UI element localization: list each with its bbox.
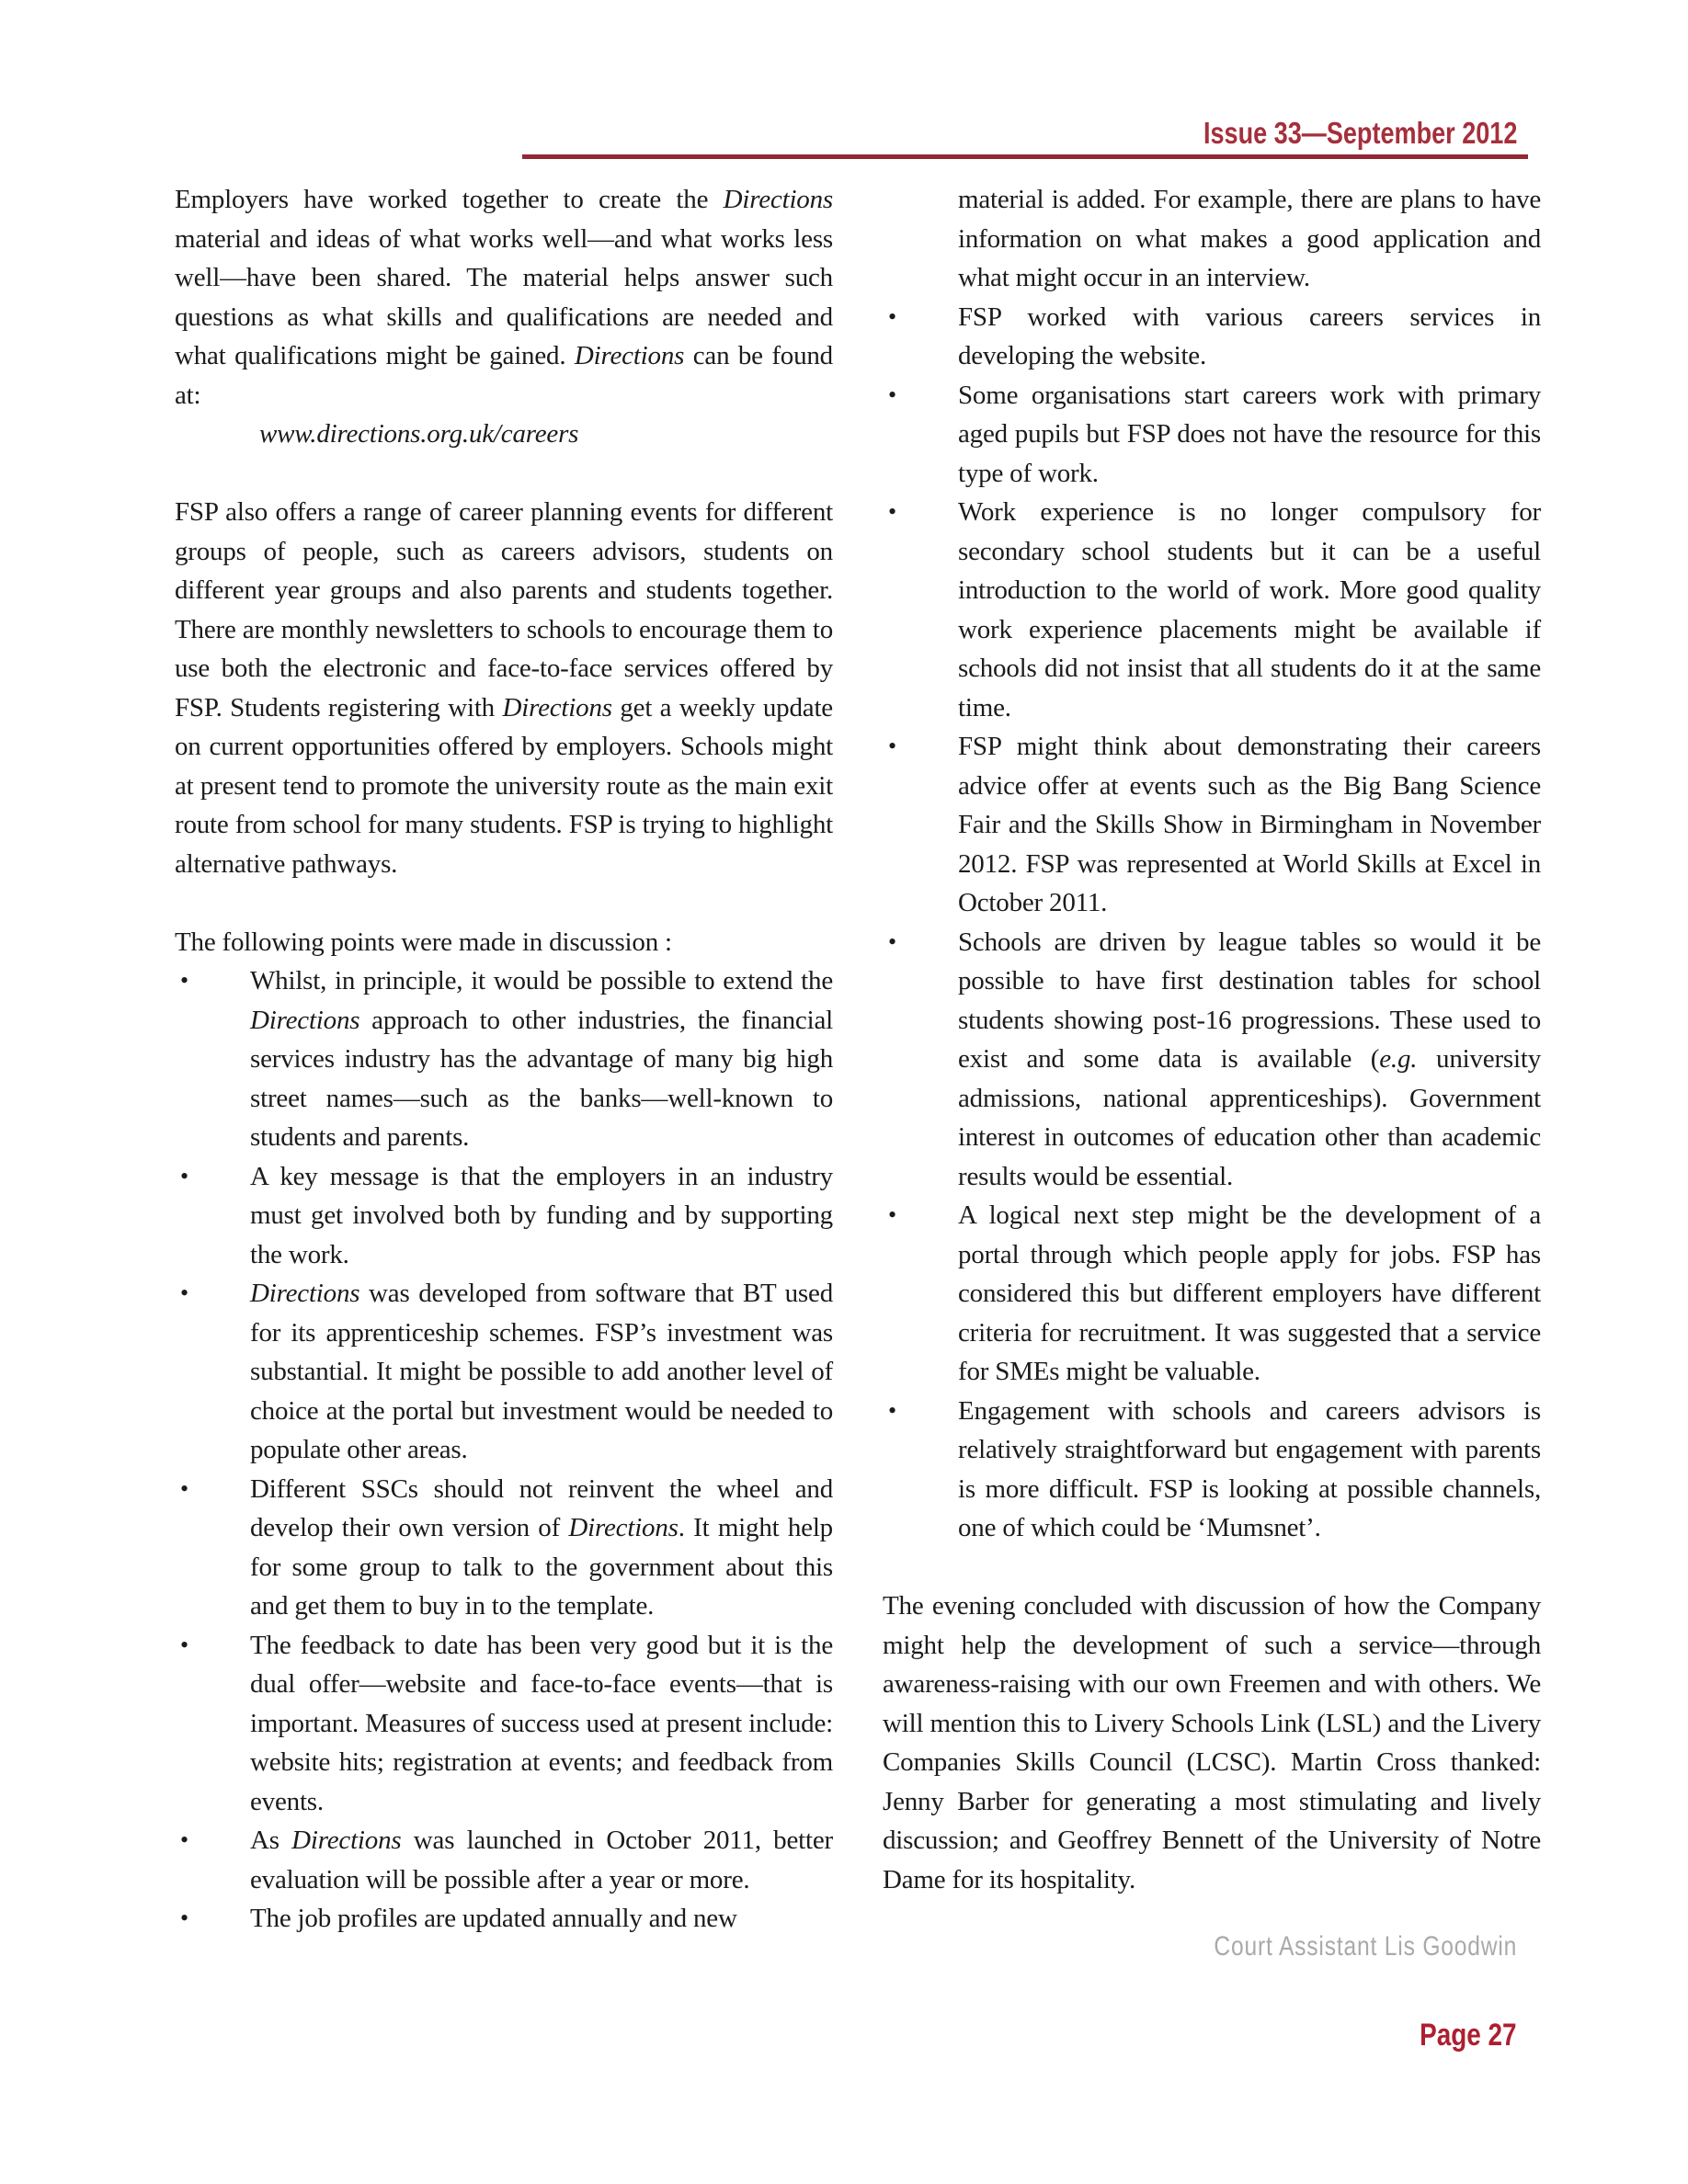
text-run: The following points were made in discussion : [175,927,672,957]
bullet-dot: • [888,1396,896,1424]
header-rule-divider [522,154,1528,159]
bullet-item [883,493,1541,727]
italic-text-run: Directions [250,1005,360,1035]
text-run: The evening concluded with discussion of how the Company might help the development of such a service—through awareness-raising with our own Freemen and with others. We will mention this to Livery Schools Link (LSL) and the Livery Companies Skills Council (LCSC). Martin Cross thanked: Jenny Barber for generating a most stimulating and lively discussion; and Geoffrey Bennett of the University of Notre Dame for its hospitality. [883,1591,1541,1894]
bullet-dot: • [180,1905,188,1931]
bullet-dot: • [888,302,896,330]
text-run: The job profiles are updated annually and new [250,1904,737,1933]
text-run: material and ideas of what works well—and what works less well—have been shared. The material helps answer such questions as what skills and qualifications are needed and what qualifications might be gained. [175,223,833,370]
text-run: Employers have worked together to create the [175,185,724,214]
paragraph [175,493,833,883]
italic-text-run: Directions [568,1513,679,1542]
text-run: Some organisations start careers work with primary aged pupils but FSP does not have the resource for this type of work. [958,380,1541,488]
text-run: . It might help for some group to talk to the government about this and get them to buy in to the template. [250,1513,833,1621]
text-run: FSP also offers a range of career planning events for different groups of people, such as careers advisors, students on different year groups and also parents and students together. There are monthly newsletters to schools to encourage them to use both the electronic and face-to-face services offered by FSP. Students registering with [175,497,833,722]
bullet-item [175,1274,833,1470]
bullet-dot: • [888,1201,896,1228]
text-run: Work experience is no longer compulsory for secondary school students but it can be a useful introduction to the world of work. More good quality work experience placements might be available if schools did not insist that all students do it at the same time. [958,497,1541,722]
column-right [883,180,1541,1899]
text-run: Engagement with schools and careers advisors is relatively straightforward but engagement with parents is more difficult. FSP is looking at possible channels, one of which could be ‘Mumsnet’. [958,1395,1541,1542]
paragraph [883,1587,1541,1899]
paragraph [883,180,1541,298]
bullet-dot: • [180,1280,188,1306]
paragraph [175,923,833,962]
bullet-item [883,1392,1541,1548]
text-run: get a weekly update on current opportunities offered by employers. Schools might at present tend to promote the university route as the main exit route from school for many students. FSP is trying to highlight alternative pathways. [175,692,833,879]
italic-text-run: e.g. [1379,1044,1418,1074]
bullet-item [883,376,1541,494]
italic-text-run: Directions [502,692,612,722]
column-left [175,180,833,1939]
text-run: Whilst, in principle, it would be possible to extend the [250,966,833,995]
text-run: A logical next step might be the development of a portal through which people apply for jobs. FSP has considered this but different employers have different criteria for recruitment. It was suggested that a service for SMEs might be valuable. [958,1200,1541,1386]
signature [0,1930,1517,1963]
text-run: was launched in October 2011, better evaluation will be possible after a year or more. [250,1826,833,1894]
page-number-label: Page 27 [1420,2018,1517,2053]
bullet-item [175,1157,833,1275]
text-run: A key message is that the employers in an industry must get involved both by funding and by supporting the work. [250,1161,833,1269]
issue-header-label: Issue 33—September 2012 [1203,116,1517,150]
bullet-item [175,1626,833,1822]
signature-label: Court Assistant Lis Goodwin [1214,1931,1517,1962]
bullet-dot: • [888,733,896,759]
bullet-dot: • [180,967,188,994]
text-run: The feedback to date has been very good but it is the dual offer—website and face-to-face events—that is important. Measures of success used at present include: website hits; registration at events; and feedback from events. [250,1630,833,1816]
bullet-item [883,298,1541,376]
bullet-dot: • [888,381,896,408]
text-run: Different SSCs should not reinvent the wheel and develop their own version of [250,1473,833,1542]
bullet-dot: • [180,1162,188,1189]
italic-text-run: Directions [723,185,833,214]
bullet-dot: • [180,1631,188,1658]
italic-text-run: Directions [574,341,685,370]
text-run: Schools are driven by league tables so would it be possible to have first destination tables for school students showing post-16 progressions. These used to exist and some data is available ( [958,927,1541,1074]
text-run: university admissions, national apprenticeships). Government interest in outcomes of education other than academic results would be essential. [958,1044,1542,1191]
issue-header [0,116,1517,151]
text-run: FSP might think about demonstrating their careers advice offer at events such as the Big Bang Science Fair and the Skills Show in Birmingham in November 2012. FSP was represented at World Skills at Excel in October 2011. [958,732,1541,917]
page-number [0,2017,1517,2053]
bullet-dot: • [888,927,896,955]
text-run: material is added. For example, there are plans to have information on what makes a good application and what might occur in an interview. [958,185,1541,292]
italic-text-run: Directions [250,1279,360,1308]
italic-text-run: Directions [291,1826,402,1855]
bullet-item [175,1821,833,1899]
bullet-item [883,923,1541,1197]
bullet-dot: • [180,1826,188,1853]
text-run: As [250,1826,292,1855]
url-line [175,415,833,454]
bullet-item [883,1196,1541,1392]
text-run: approach to other industries, the financial services industry has the advantage of many big high street names—such as the banks—well-known to students and parents. [250,1005,833,1152]
paragraph [175,180,833,415]
bullet-item [883,727,1541,923]
bullet-dot: • [180,1474,188,1502]
text-run: was developed from software that BT used for its apprenticeship schemes. FSP’s investment was substantial. It might be possible to add another level of choice at the portal but investment would be needed to populate other areas. [250,1279,833,1464]
text-run: can be found at: [175,341,833,410]
bullet-item [175,961,833,1157]
text-run: FSP worked with various careers services in developing the website. [958,301,1541,370]
bullet-item [175,1470,833,1626]
bullet-dot: • [888,498,896,525]
italic-text-run: www.directions.org.uk/careers [259,419,579,449]
